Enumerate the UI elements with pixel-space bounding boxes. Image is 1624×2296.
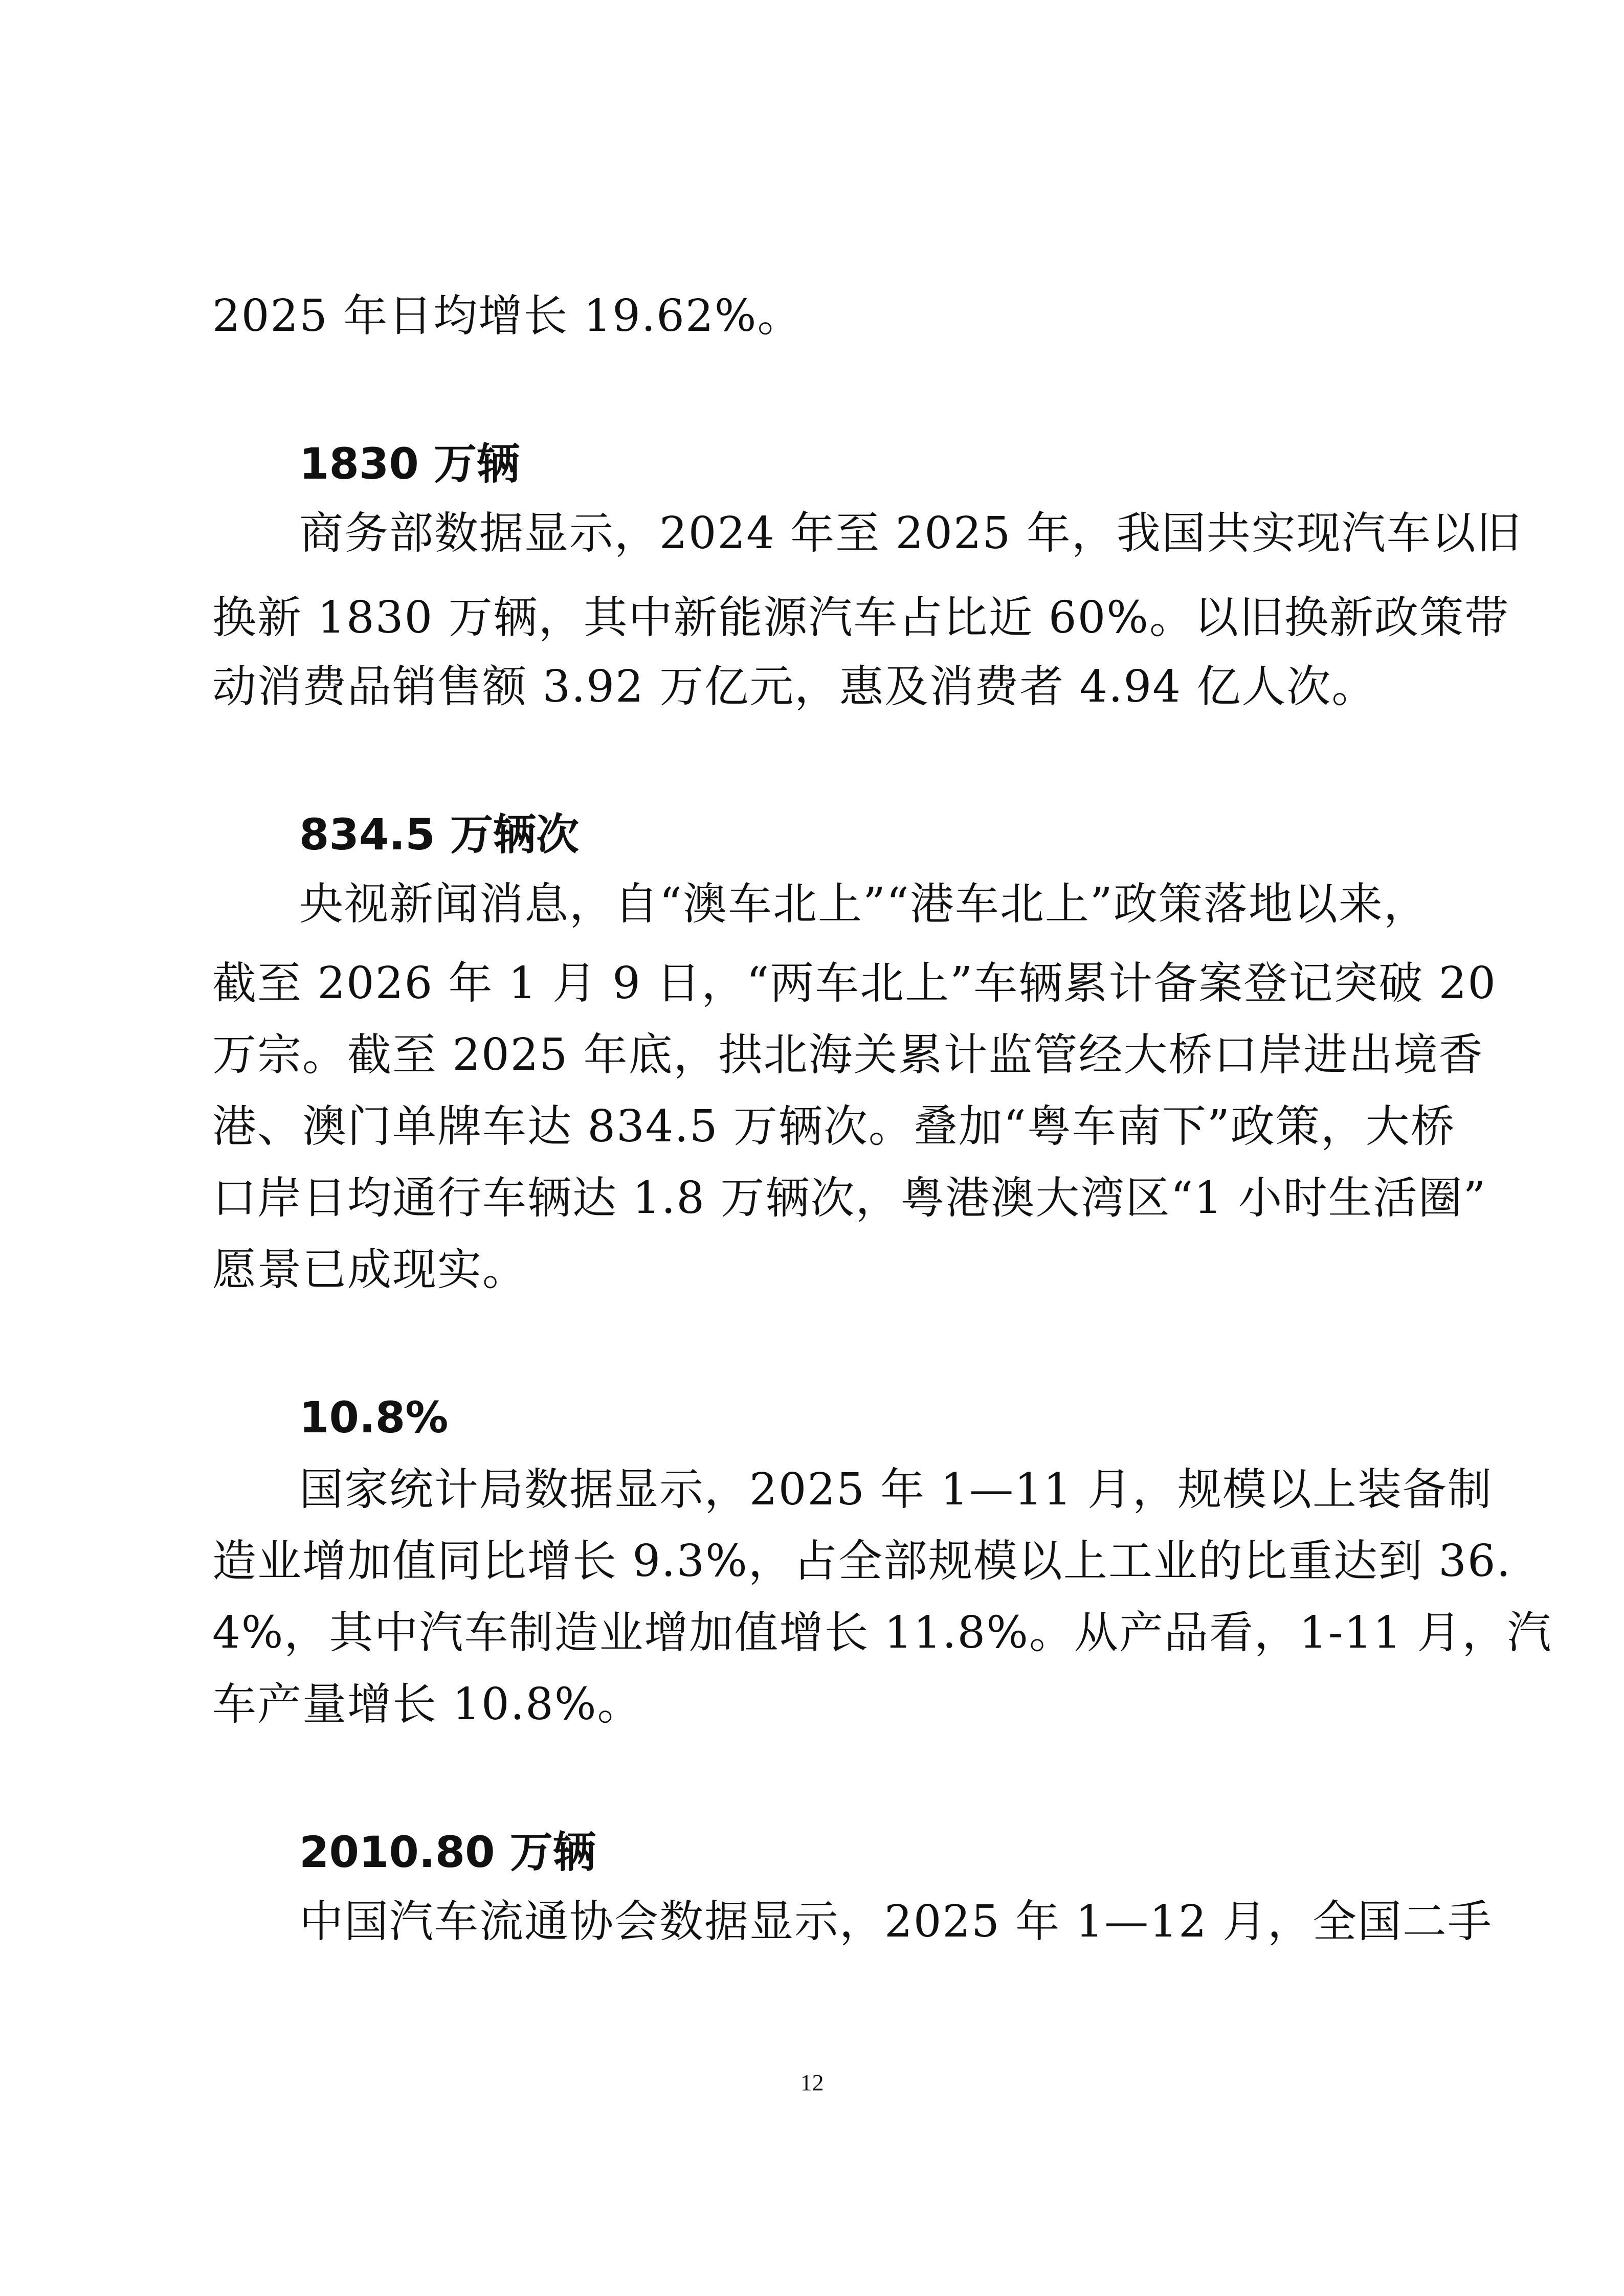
section-heading: 10.8% (299, 1392, 449, 1443)
body-text-line: 央视新闻消息，自“澳车北上”“港车北上”政策落地以来， (299, 879, 1429, 930)
body-text-line: 换新 1830 万辆，其中新能源汽车占比近 60%。以旧换新政策带 (212, 592, 1510, 643)
body-text-line: 4%，其中汽车制造业增加值增长 11.8%。从产品看，1-11 月，汽 (212, 1607, 1552, 1658)
body-text-line: 万宗。截至 2025 年底，拱北海关累计监管经大桥口岸进出境香 (212, 1029, 1484, 1081)
page-number: 12 (800, 2069, 824, 2096)
body-text-line: 口岸日均通行车辆达 1.8 万辆次，粤港澳大湾区“1 小时生活圈” (212, 1173, 1487, 1224)
section-heading: 2010.80 万辆 (299, 1827, 596, 1877)
body-text-line: 中国汽车流通协会数据显示，2025 年 1—12 月，全国二手 (299, 1896, 1493, 1947)
body-text-line: 愿景已成现实。 (212, 1244, 527, 1295)
body-text-line: 2025 年日均增长 19.62%。 (212, 290, 803, 342)
body-text-line: 车产量增长 10.8%。 (212, 1679, 642, 1730)
body-text-line: 动消费品销售额 3.92 万亿元，惠及消费者 4.94 亿人次。 (212, 661, 1377, 712)
body-text-line: 港、澳门单牌车达 834.5 万辆次。叠加“粤车南下”政策，大桥 (212, 1101, 1456, 1152)
section-heading: 834.5 万辆次 (299, 809, 579, 860)
body-text-line: 商务部数据显示，2024 年至 2025 年，我国共实现汽车以旧 (299, 508, 1522, 559)
body-text-line: 造业增加值同比增长 9.3%，占全部规模以上工业的比重达到 36. (212, 1536, 1511, 1587)
body-text-line: 国家统计局数据显示，2025 年 1—11 月，规模以上装备制 (299, 1464, 1493, 1515)
body-text-line: 截至 2026 年 1 月 9 日，“两车北上”车辆累计备案登记突破 20 (212, 958, 1497, 1009)
section-heading: 1830 万辆 (299, 439, 520, 489)
